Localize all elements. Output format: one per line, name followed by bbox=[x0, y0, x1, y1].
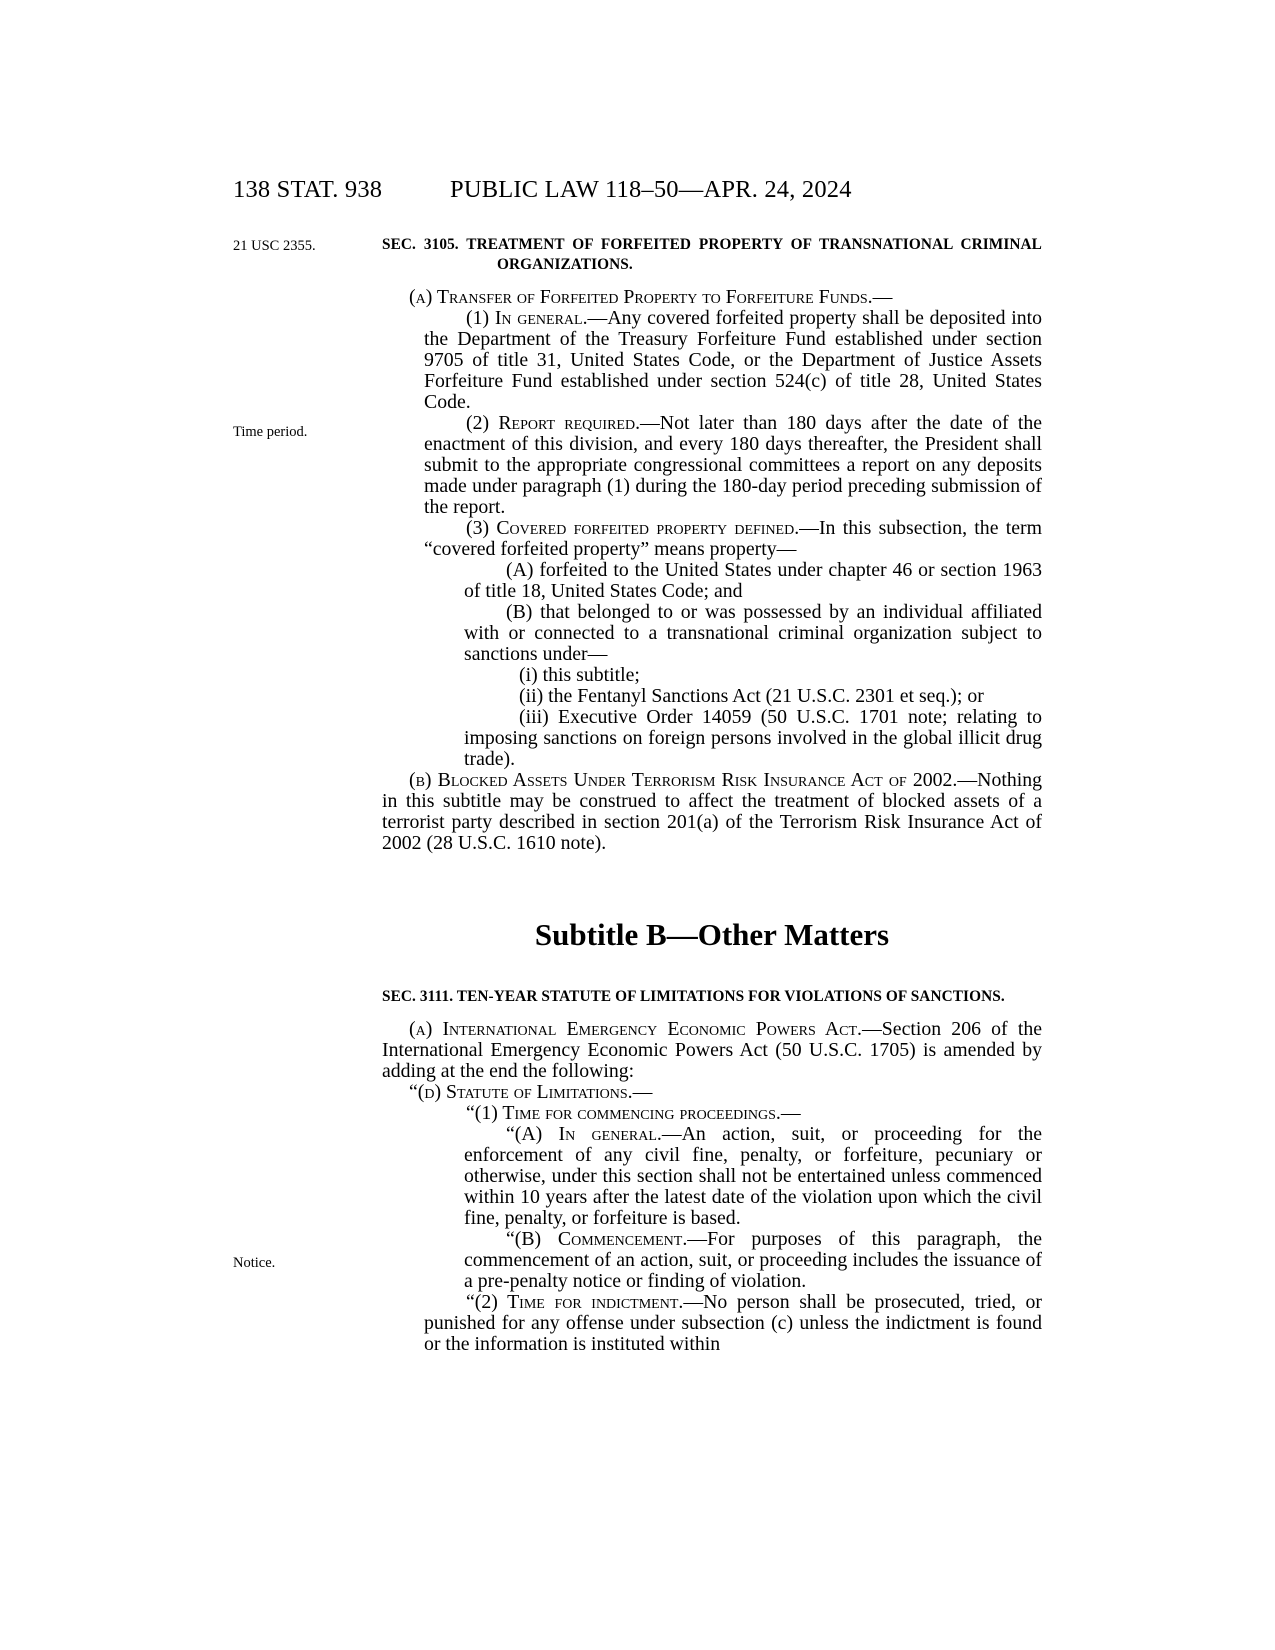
subsection-3111-a: (a) International Emergency Economic Powers Act.—Section 206 of the International Emergency Economic Powers Act (50 U.S.C. 1705) is amended by adding at the end the following: bbox=[382, 1018, 1042, 1082]
margin-note-notice: Notice. bbox=[233, 1255, 276, 1271]
paragraph-a1: (1) In general.—Any covered forfeited property shall be deposited into the Department of the Treasury Forfeiture Fund established under section 9705 of title 31, United States Code, or the Department of Justice Assets Forfeiture Fund established under section 524(c) of title 28, United States Code. bbox=[424, 307, 1042, 413]
section-3105 bbox=[382, 235, 1042, 854]
paragraph-d2: “(2) Time for indictment.—No person shall be prosecuted, tried, or punished for any offense under subsection (c) unless the indictment is found or the information is instituted within bbox=[424, 1291, 1042, 1355]
clause-d1A: “(A) In general.—An action, suit, or proceeding for the enforcement of any civil fine, penalty, or forfeiture, pecuniary or otherwise, under this section shall not be entertained unless commenced within 10 years after the latest date of the violation upon which the civil fine, penalty, or forfeiture is based. bbox=[464, 1123, 1042, 1229]
clause-a3A: (A) forfeited to the United States under chapter 46 or section 1963 of title 18, United States Code; and bbox=[464, 559, 1042, 602]
clause-d1B: “(B) Commencement.—For purposes of this paragraph, the commencement of an action, suit, or proceeding includes the issuance of a pre-penalty notice or finding of violation. bbox=[464, 1228, 1042, 1292]
subtitle-heading-wrap bbox=[382, 917, 1042, 953]
item-a3Biii: (iii) Executive Order 14059 (50 U.S.C. 1701 note; relating to imposing sanctions on foreign persons involved in the global illicit drug trade). bbox=[464, 706, 1042, 770]
subsection-d-heading: “(d) Statute of Limitations.— bbox=[409, 1081, 653, 1103]
paragraph-a2: (2) Report required.—Not later than 180 days after the date of the enactment of this division, and every 180 days thereafter, the President shall submit to the appropriate congressional committees a report on any deposits made under paragraph (1) during the 180-day period preceding submission of the report. bbox=[424, 412, 1042, 518]
section-3111-heading: SEC. 3111. TEN-YEAR STATUTE OF LIMITATIONS FOR VIOLATIONS OF SANCTIONS. bbox=[382, 988, 1005, 1005]
running-header: PUBLIC LAW 118–50—APR. 24, 2024 bbox=[450, 176, 852, 203]
item-a3Bi: (i) this subtitle; bbox=[519, 664, 640, 686]
paragraph-a3: (3) Covered forfeited property defined.—In this subsection, the term “covered forfeited property” means property— bbox=[424, 517, 1042, 560]
subtitle-heading: Subtitle B—Other Matters bbox=[534, 917, 890, 952]
paragraph-d1-heading: “(1) Time for commencing proceedings.— bbox=[466, 1102, 801, 1124]
page-stat-number: 138 STAT. 938 bbox=[233, 176, 383, 203]
subsection-a-heading: (a) Transfer of Forfeited Property to Forfeiture Funds.— bbox=[409, 286, 893, 308]
margin-note-time-period: Time period. bbox=[233, 424, 308, 440]
margin-note-usc: 21 USC 2355. bbox=[233, 238, 316, 254]
subsection-b: (b) Blocked Assets Under Terrorism Risk Insurance Act of 2002.—Nothing in this subtitle may be construed to affect the treatment of blocked assets of a terrorist party described in section 201(a) of the Terrorism Risk Insurance Act of 2002 (28 U.S.C. 1610 note). bbox=[382, 769, 1042, 854]
section-3111 bbox=[382, 987, 1042, 1355]
clause-a3B: (B) that belonged to or was possessed by an individual affiliated with or connected to a transnational criminal organization subject to sanctions under— bbox=[464, 601, 1042, 665]
item-a3Bii: (ii) the Fentanyl Sanctions Act (21 U.S.C. 2301 et seq.); or bbox=[519, 685, 984, 707]
section-3105-heading: SEC. 3105. TREATMENT OF FORFEITED PROPERTY OF TRANSNATIONAL CRIMINAL ORGANIZATIONS. bbox=[382, 236, 1042, 273]
